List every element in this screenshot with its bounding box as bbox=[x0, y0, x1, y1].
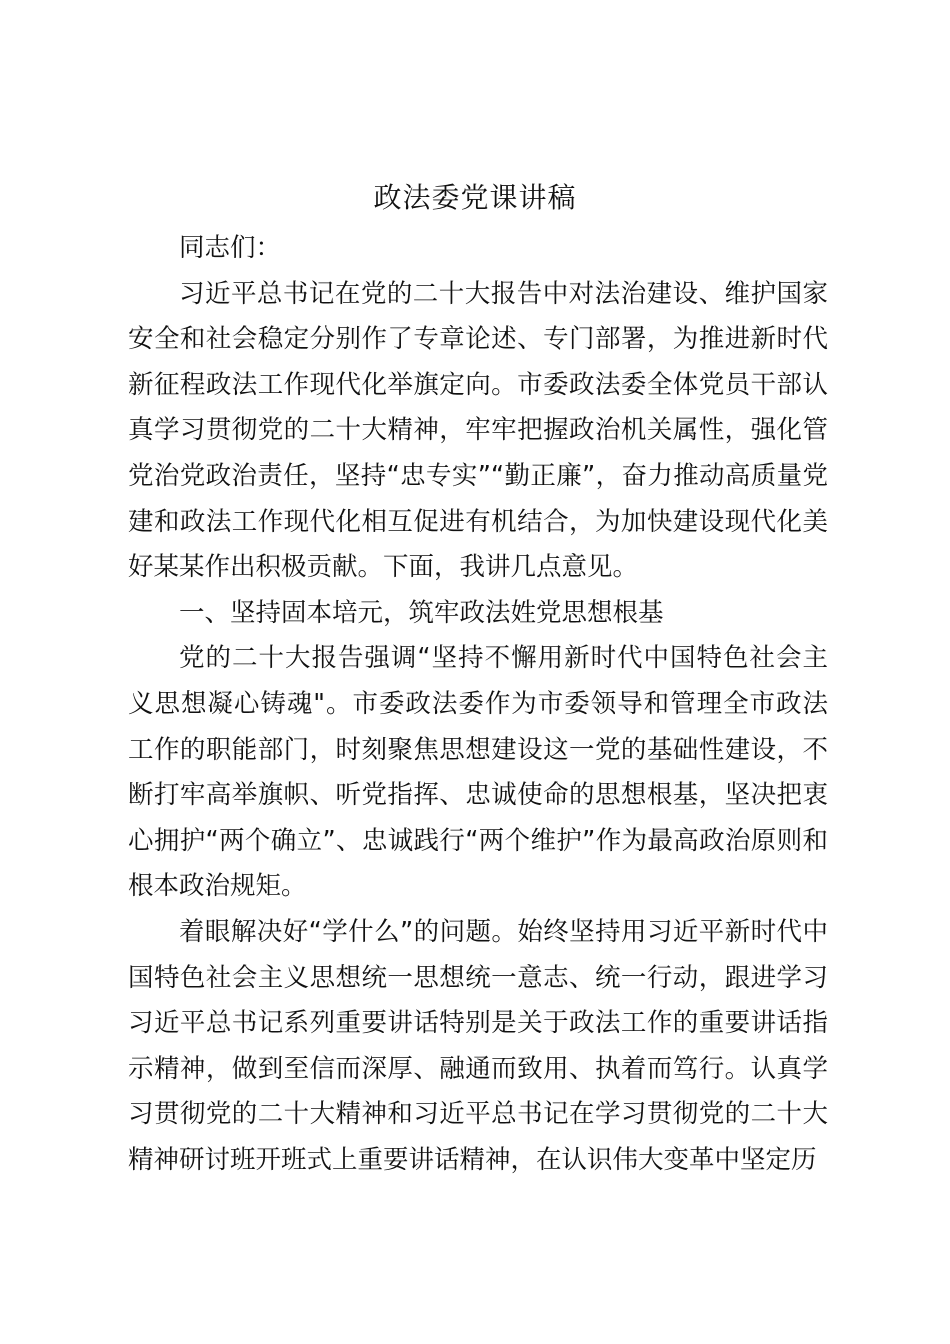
body-paragraph: 着眼解决好“学什么”的问题。始终坚持用习近平新时代中国特色社会主义思想统一思想统一意志、统一行动，跟进学习习近平总书记系列重要讲话特别是关于政法工作的重要讲话指示精神，做到至信而深厚、融通而致用、执着而笃行。认真学习贯彻党的二十大精神和习近平总书记在学习贯彻党的二十大精神研讨班开班式上重要讲话精神，在认识伟大变革中坚定历 bbox=[128, 916, 828, 1175]
body-paragraph: 党的二十大报告强调“坚持不懈用新时代中国特色社会主义思想凝心铸魂"。市委政法委作为市委领导和管理全市政法工作的职能部门，时刻聚焦思想建设这一党的基础性建设，不断打牢高举旗帜、听党指挥、忠诚使命的思想根基，坚决把衷心拥护“两个确立”、忠诚践行“两个维护”作为最高政治原则和根本政治规矩。 bbox=[128, 643, 828, 902]
document-title: 政法委党课讲稿 bbox=[373, 181, 577, 214]
intro-paragraph: 习近平总书记在党的二十大报告中对法治建设、维护国家安全和社会稳定分别作了专章论述、专门部署，为推进新时代新征程政法工作现代化举旗定向。市委政法委全体党员干部认真学习贯彻党的二十大精神，牢牢把握政治机关属性，强化管党治党政治责任，坚持“忠专实”“勤正廉”，奋力推动高质量党建和政法工作现代化相互促进有机结合，为加快建设现代化美好某某作出积极贡献。下面，我讲几点意见。 bbox=[128, 278, 828, 583]
document-body bbox=[128, 226, 828, 1183]
section-heading: 一、坚持固本培元，筑牢政法姓党思想根基 bbox=[179, 597, 664, 628]
salutation-paragraph: 同志们： bbox=[179, 233, 282, 263]
